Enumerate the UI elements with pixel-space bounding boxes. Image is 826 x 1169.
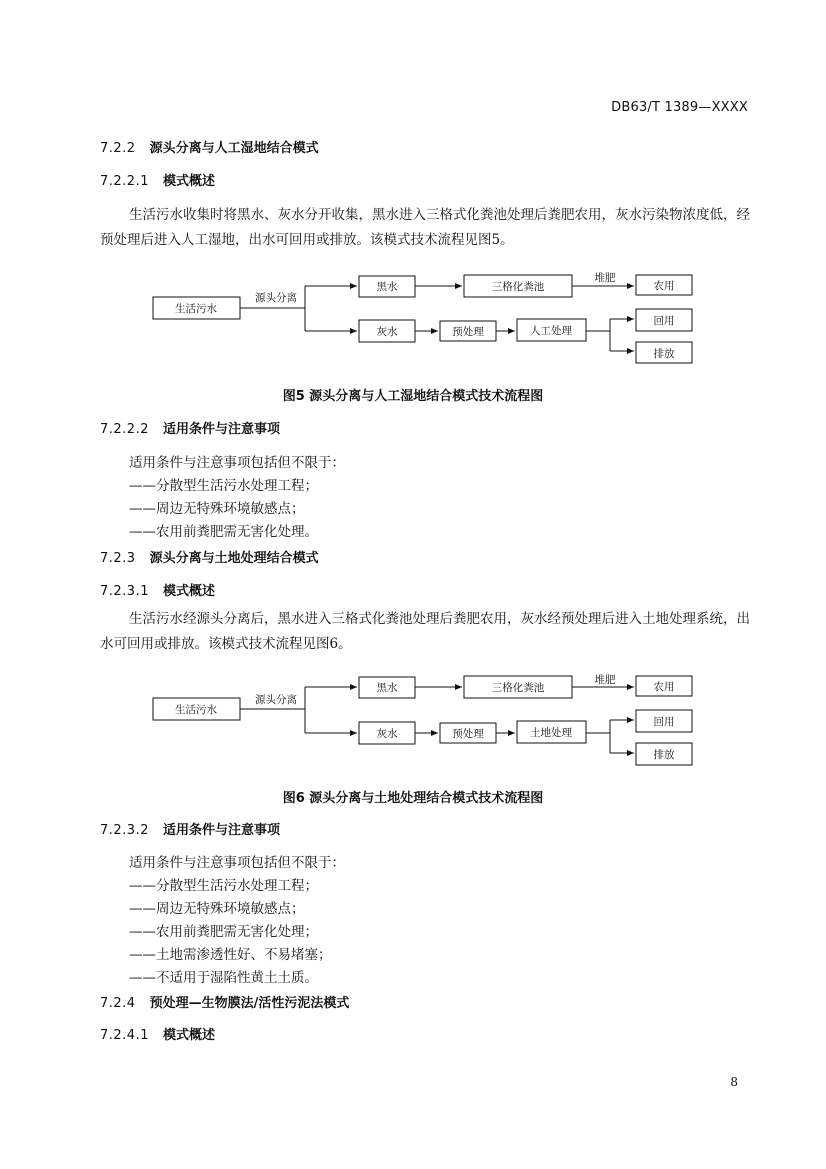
heading-7-2-4 bbox=[100, 992, 349, 1011]
heading-title: 适用条件与注意事项 bbox=[162, 422, 280, 437]
black-water-label: 黑水 bbox=[376, 682, 398, 694]
heading-number: 7.2.2.2 bbox=[100, 422, 149, 437]
heading-number: 7.2.3.1 bbox=[100, 584, 149, 599]
black-water-label: 黑水 bbox=[376, 281, 398, 293]
discharge-label: 排放 bbox=[653, 749, 675, 761]
farm-use-label: 农用 bbox=[653, 681, 675, 693]
treatment-label: 土地处理 bbox=[530, 727, 572, 739]
heading-7-2-3-2 bbox=[100, 819, 280, 838]
document-id-header: DB63/T 1389—XXXX bbox=[611, 100, 748, 115]
pretreatment-label: 预处理 bbox=[452, 326, 484, 338]
discharge-label: 排放 bbox=[653, 348, 675, 360]
heading-7-2-2-1 bbox=[100, 170, 215, 189]
reuse-label: 回用 bbox=[653, 315, 675, 327]
heading-number: 7.2.4 bbox=[100, 996, 136, 1011]
grey-water-label: 灰水 bbox=[376, 728, 398, 740]
figure-5-flowchart bbox=[150, 268, 700, 368]
list-intro: 适用条件与注意事项包括但不限于： bbox=[129, 855, 345, 871]
heading-title: 模式概述 bbox=[162, 584, 215, 599]
figure-6-caption: 图6 源头分离与土地处理结合模式技术流程图 bbox=[282, 791, 544, 806]
source-label: 生活污水 bbox=[175, 704, 217, 716]
figure-6-flowchart bbox=[150, 669, 700, 769]
septic-tank-label: 三格化粪池 bbox=[491, 281, 545, 293]
heading-title: 源头分离与人工湿地结合模式 bbox=[149, 141, 319, 156]
list-item: ——农用前粪肥需无害化处理； bbox=[129, 924, 318, 940]
reuse-label: 回用 bbox=[653, 716, 675, 728]
heading-title: 模式概述 bbox=[162, 1028, 215, 1043]
farm-use-label: 农用 bbox=[653, 280, 675, 292]
list-item: ——农用前粪肥需无害化处理。 bbox=[129, 524, 318, 540]
list-item: ——不适用于湿陷性黄土土质。 bbox=[129, 970, 318, 986]
paragraph-7-2-3-1: 生活污水经源头分离后，黑水进入三格式化粪池处理后粪肥农用，灰水经预处理后进入土地处理系统，出水可回用或排放。该模式技术流程见图6。 bbox=[100, 611, 750, 652]
treatment-label: 人工处理 bbox=[530, 325, 572, 337]
heading-7-2-3 bbox=[100, 547, 319, 566]
split-label: 源头分离 bbox=[255, 292, 297, 304]
heading-title: 模式概述 bbox=[162, 174, 215, 189]
septic-tank-label: 三格化粪池 bbox=[491, 682, 545, 694]
heading-7-2-4-1 bbox=[100, 1024, 215, 1043]
figure-5-caption: 图5 源头分离与人工湿地结合模式技术流程图 bbox=[282, 389, 544, 404]
grey-water-label: 灰水 bbox=[376, 326, 398, 338]
compost-label: 堆肥 bbox=[594, 272, 616, 284]
heading-title: 源头分离与土地处理结合模式 bbox=[149, 551, 319, 566]
paragraph-7-2-2-1: 生活污水收集时将黑水、灰水分开收集，黑水进入三格式化粪池处理后粪肥农用，灰水污染物浓度低，经预处理后进入人工湿地，出水可回用或排放。该模式技术流程见图5。 bbox=[100, 207, 750, 248]
heading-number: 7.2.3 bbox=[100, 551, 136, 566]
compost-label: 堆肥 bbox=[594, 674, 616, 686]
list-intro: 适用条件与注意事项包括但不限于： bbox=[129, 455, 345, 471]
heading-7-2-3-1 bbox=[100, 580, 215, 599]
heading-title: 适用条件与注意事项 bbox=[162, 823, 280, 838]
list-item: ——周边无特殊环境敏感点； bbox=[129, 901, 305, 917]
heading-title: 预处理—生物膜法/活性污泥法模式 bbox=[149, 996, 350, 1011]
heading-number: 7.2.3.2 bbox=[100, 823, 149, 838]
page-number: 8 bbox=[730, 1075, 738, 1089]
list-item: ——土地需渗透性好、不易堵塞； bbox=[129, 947, 332, 963]
heading-7-2-2-2 bbox=[100, 418, 280, 437]
source-label: 生活污水 bbox=[175, 303, 217, 315]
heading-number: 7.2.4.1 bbox=[100, 1028, 149, 1043]
heading-7-2-2 bbox=[100, 137, 319, 156]
pretreatment-label: 预处理 bbox=[452, 728, 484, 740]
list-item: ——周边无特殊环境敏感点； bbox=[129, 501, 305, 517]
list-item: ——分散型生活污水处理工程； bbox=[129, 878, 318, 894]
heading-number: 7.2.2 bbox=[100, 141, 136, 156]
split-label: 源头分离 bbox=[255, 694, 297, 706]
list-item: ——分散型生活污水处理工程； bbox=[129, 478, 318, 494]
heading-number: 7.2.2.1 bbox=[100, 174, 149, 189]
